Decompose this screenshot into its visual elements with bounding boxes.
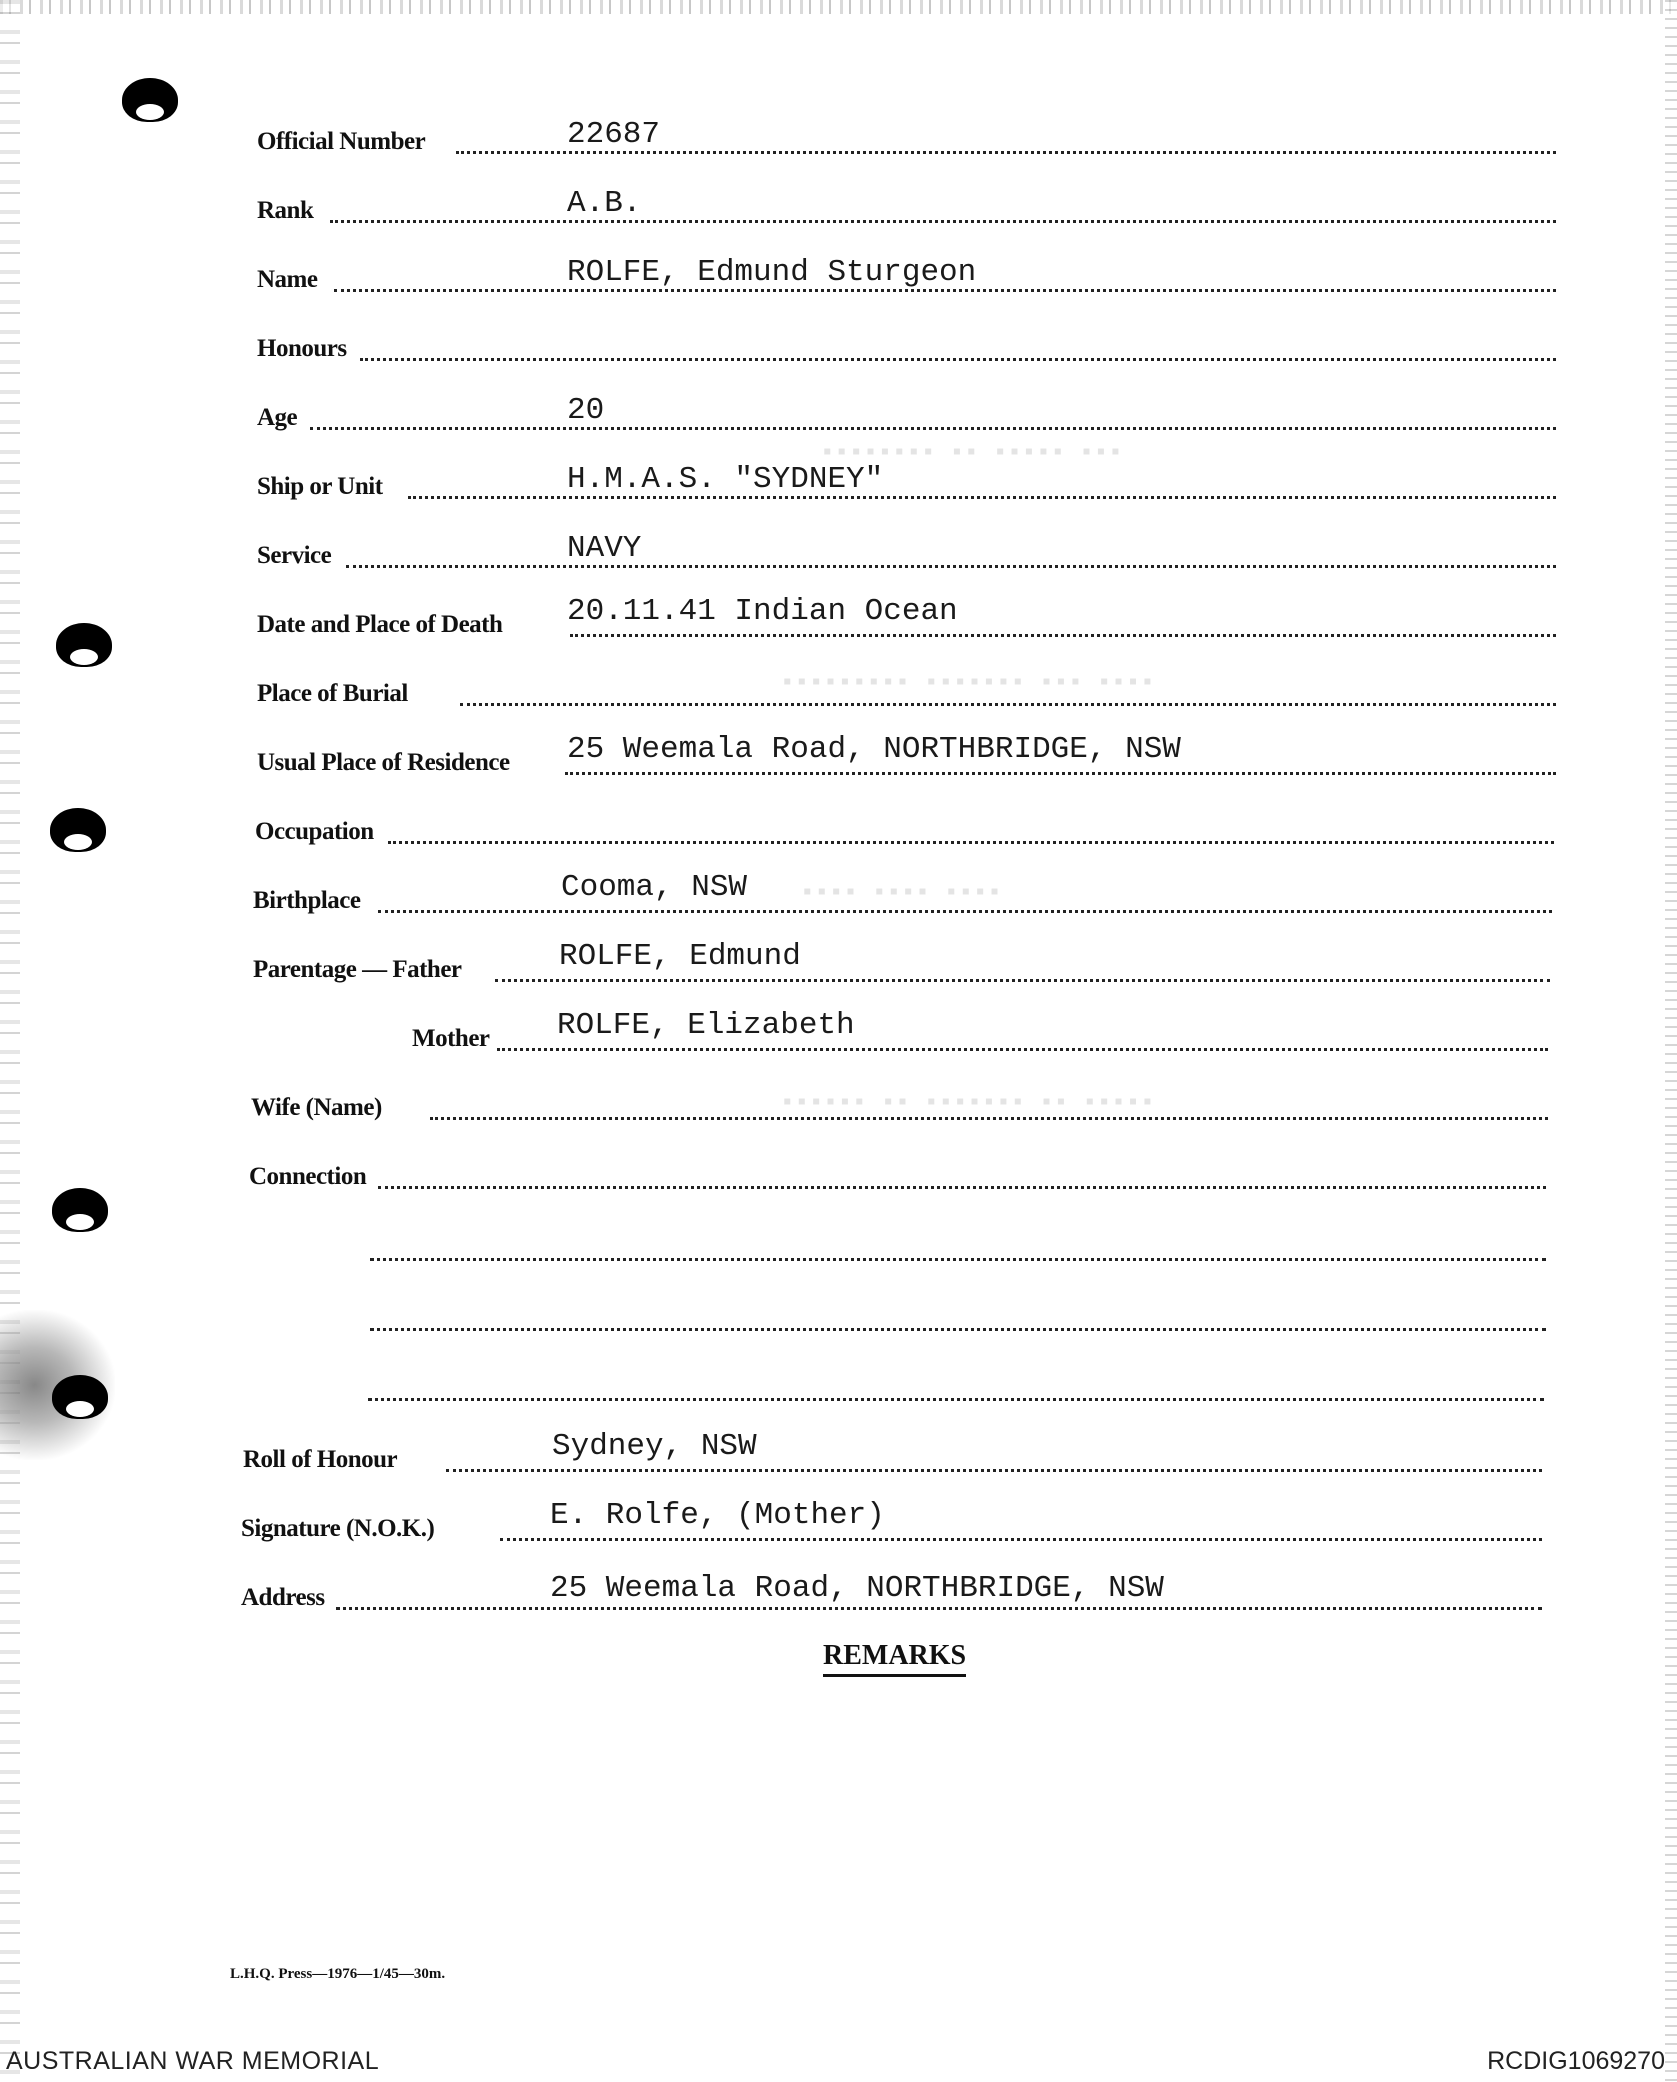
field-value: 25 Weemala Road, NORTHBRIDGE, NSW bbox=[550, 1571, 1164, 1606]
dotted-rule bbox=[346, 565, 1556, 568]
field-date-place-of-death bbox=[0, 583, 1677, 643]
field-label: Address bbox=[241, 1584, 325, 1611]
field-rank bbox=[0, 169, 1677, 229]
field-label: Birthplace bbox=[253, 887, 361, 914]
field-value: Cooma, NSW bbox=[561, 870, 748, 905]
remarks-heading: REMARKS bbox=[823, 1640, 966, 1677]
field-service bbox=[0, 514, 1677, 574]
field-value: E. Rolfe, (Mother) bbox=[550, 1498, 885, 1533]
dotted-rule bbox=[388, 841, 1554, 844]
footer-record-id: RCDIG1069270 bbox=[1487, 2047, 1665, 2075]
dotted-rule bbox=[497, 1048, 1548, 1051]
field-signature bbox=[0, 1487, 1677, 1547]
field-label: Service bbox=[257, 542, 332, 569]
field-label: Honours bbox=[257, 335, 347, 362]
field-label: Signature (N.O.K.) bbox=[241, 1515, 435, 1542]
footer-institution: AUSTRALIAN WAR MEMORIAL bbox=[6, 2047, 380, 2075]
punch-hole-icon bbox=[52, 1375, 108, 1419]
field-label: Official Number bbox=[257, 128, 426, 155]
field-label: Name bbox=[257, 266, 318, 293]
field-birthplace bbox=[0, 859, 1677, 919]
dotted-rule bbox=[430, 1117, 1548, 1120]
field-value: ROLFE, Edmund bbox=[559, 939, 801, 974]
field-label: Date and Place of Death bbox=[257, 611, 503, 638]
field-label: Usual Place of Residence bbox=[257, 749, 510, 776]
field-name bbox=[0, 238, 1677, 298]
field-value: ROLFE, Edmund Sturgeon bbox=[567, 255, 977, 290]
dotted-rule bbox=[378, 910, 1552, 913]
dotted-rule bbox=[570, 634, 1556, 637]
field-ship-or-unit bbox=[0, 445, 1677, 505]
dotted-rule bbox=[336, 1607, 1542, 1610]
field-honours bbox=[0, 307, 1677, 367]
connection-line-3 bbox=[370, 1328, 1546, 1331]
dotted-rule bbox=[460, 703, 1556, 706]
field-label: Parentage — Father bbox=[253, 956, 462, 983]
dotted-rule bbox=[446, 1469, 1542, 1472]
field-official-number bbox=[0, 100, 1677, 160]
field-label: Age bbox=[257, 404, 298, 431]
show-through-text: ▪▪▪▪ ▪▪▪▪ ▪▪▪▪ bbox=[800, 880, 1002, 907]
field-value: 20.11.41 Indian Ocean bbox=[567, 594, 958, 629]
field-occupation bbox=[0, 790, 1677, 850]
show-through-text: ▪▪▪▪▪ ▪▪ ▪▪▪▪▪▪▪ ▪▪ ▪▪▪▪▪▪ bbox=[780, 1090, 1155, 1117]
field-value: 22687 bbox=[567, 117, 661, 152]
field-label: Rank bbox=[257, 197, 314, 224]
field-value: A.B. bbox=[567, 186, 642, 221]
field-value: ROLFE, Elizabeth bbox=[557, 1008, 855, 1043]
dotted-rule bbox=[360, 358, 1556, 361]
field-connection bbox=[0, 1135, 1677, 1195]
field-place-of-burial bbox=[0, 652, 1677, 712]
field-value: Sydney, NSW bbox=[552, 1429, 757, 1464]
field-usual-residence bbox=[0, 721, 1677, 781]
dotted-rule bbox=[565, 772, 1556, 775]
field-label: Wife (Name) bbox=[251, 1094, 382, 1121]
field-label: Ship or Unit bbox=[257, 473, 383, 500]
scan-edge-top bbox=[0, 0, 1677, 14]
dotted-rule bbox=[378, 1186, 1546, 1189]
field-mother bbox=[0, 997, 1677, 1057]
field-value: NAVY bbox=[567, 531, 642, 566]
dotted-rule bbox=[310, 427, 1556, 430]
field-wife-name bbox=[0, 1066, 1677, 1126]
connection-line-4 bbox=[368, 1398, 1544, 1401]
field-label: Occupation bbox=[255, 818, 374, 845]
field-label: Mother bbox=[412, 1025, 490, 1052]
field-label: Roll of Honour bbox=[243, 1446, 398, 1473]
dotted-rule bbox=[330, 220, 1556, 223]
field-value: H.M.A.S. "SYDNEY" bbox=[567, 462, 884, 497]
show-through-text: ▪▪▪▪ ▪▪▪ ▪▪▪▪▪▪▪ ▪▪▪▪▪▪▪▪▪ bbox=[780, 670, 1155, 697]
field-label: Connection bbox=[249, 1163, 367, 1190]
field-value: 20 bbox=[567, 393, 605, 428]
dotted-rule bbox=[500, 1538, 1542, 1541]
dotted-rule bbox=[495, 979, 1550, 982]
connection-line-2 bbox=[370, 1258, 1546, 1261]
field-roll-of-honour bbox=[0, 1418, 1677, 1478]
field-label: Place of Burial bbox=[257, 680, 408, 707]
field-value: 25 Weemala Road, NORTHBRIDGE, NSW bbox=[567, 732, 1181, 767]
field-age bbox=[0, 376, 1677, 436]
show-through-text: ▪▪▪ ▪▪▪▪▪ ▪▪ ▪▪▪▪▪▪▪▪ bbox=[820, 440, 1123, 467]
field-address bbox=[0, 1556, 1677, 1616]
printer-imprint: L.H.Q. Press—1976—1/45—30m. bbox=[230, 1966, 446, 1982]
field-father bbox=[0, 928, 1677, 988]
